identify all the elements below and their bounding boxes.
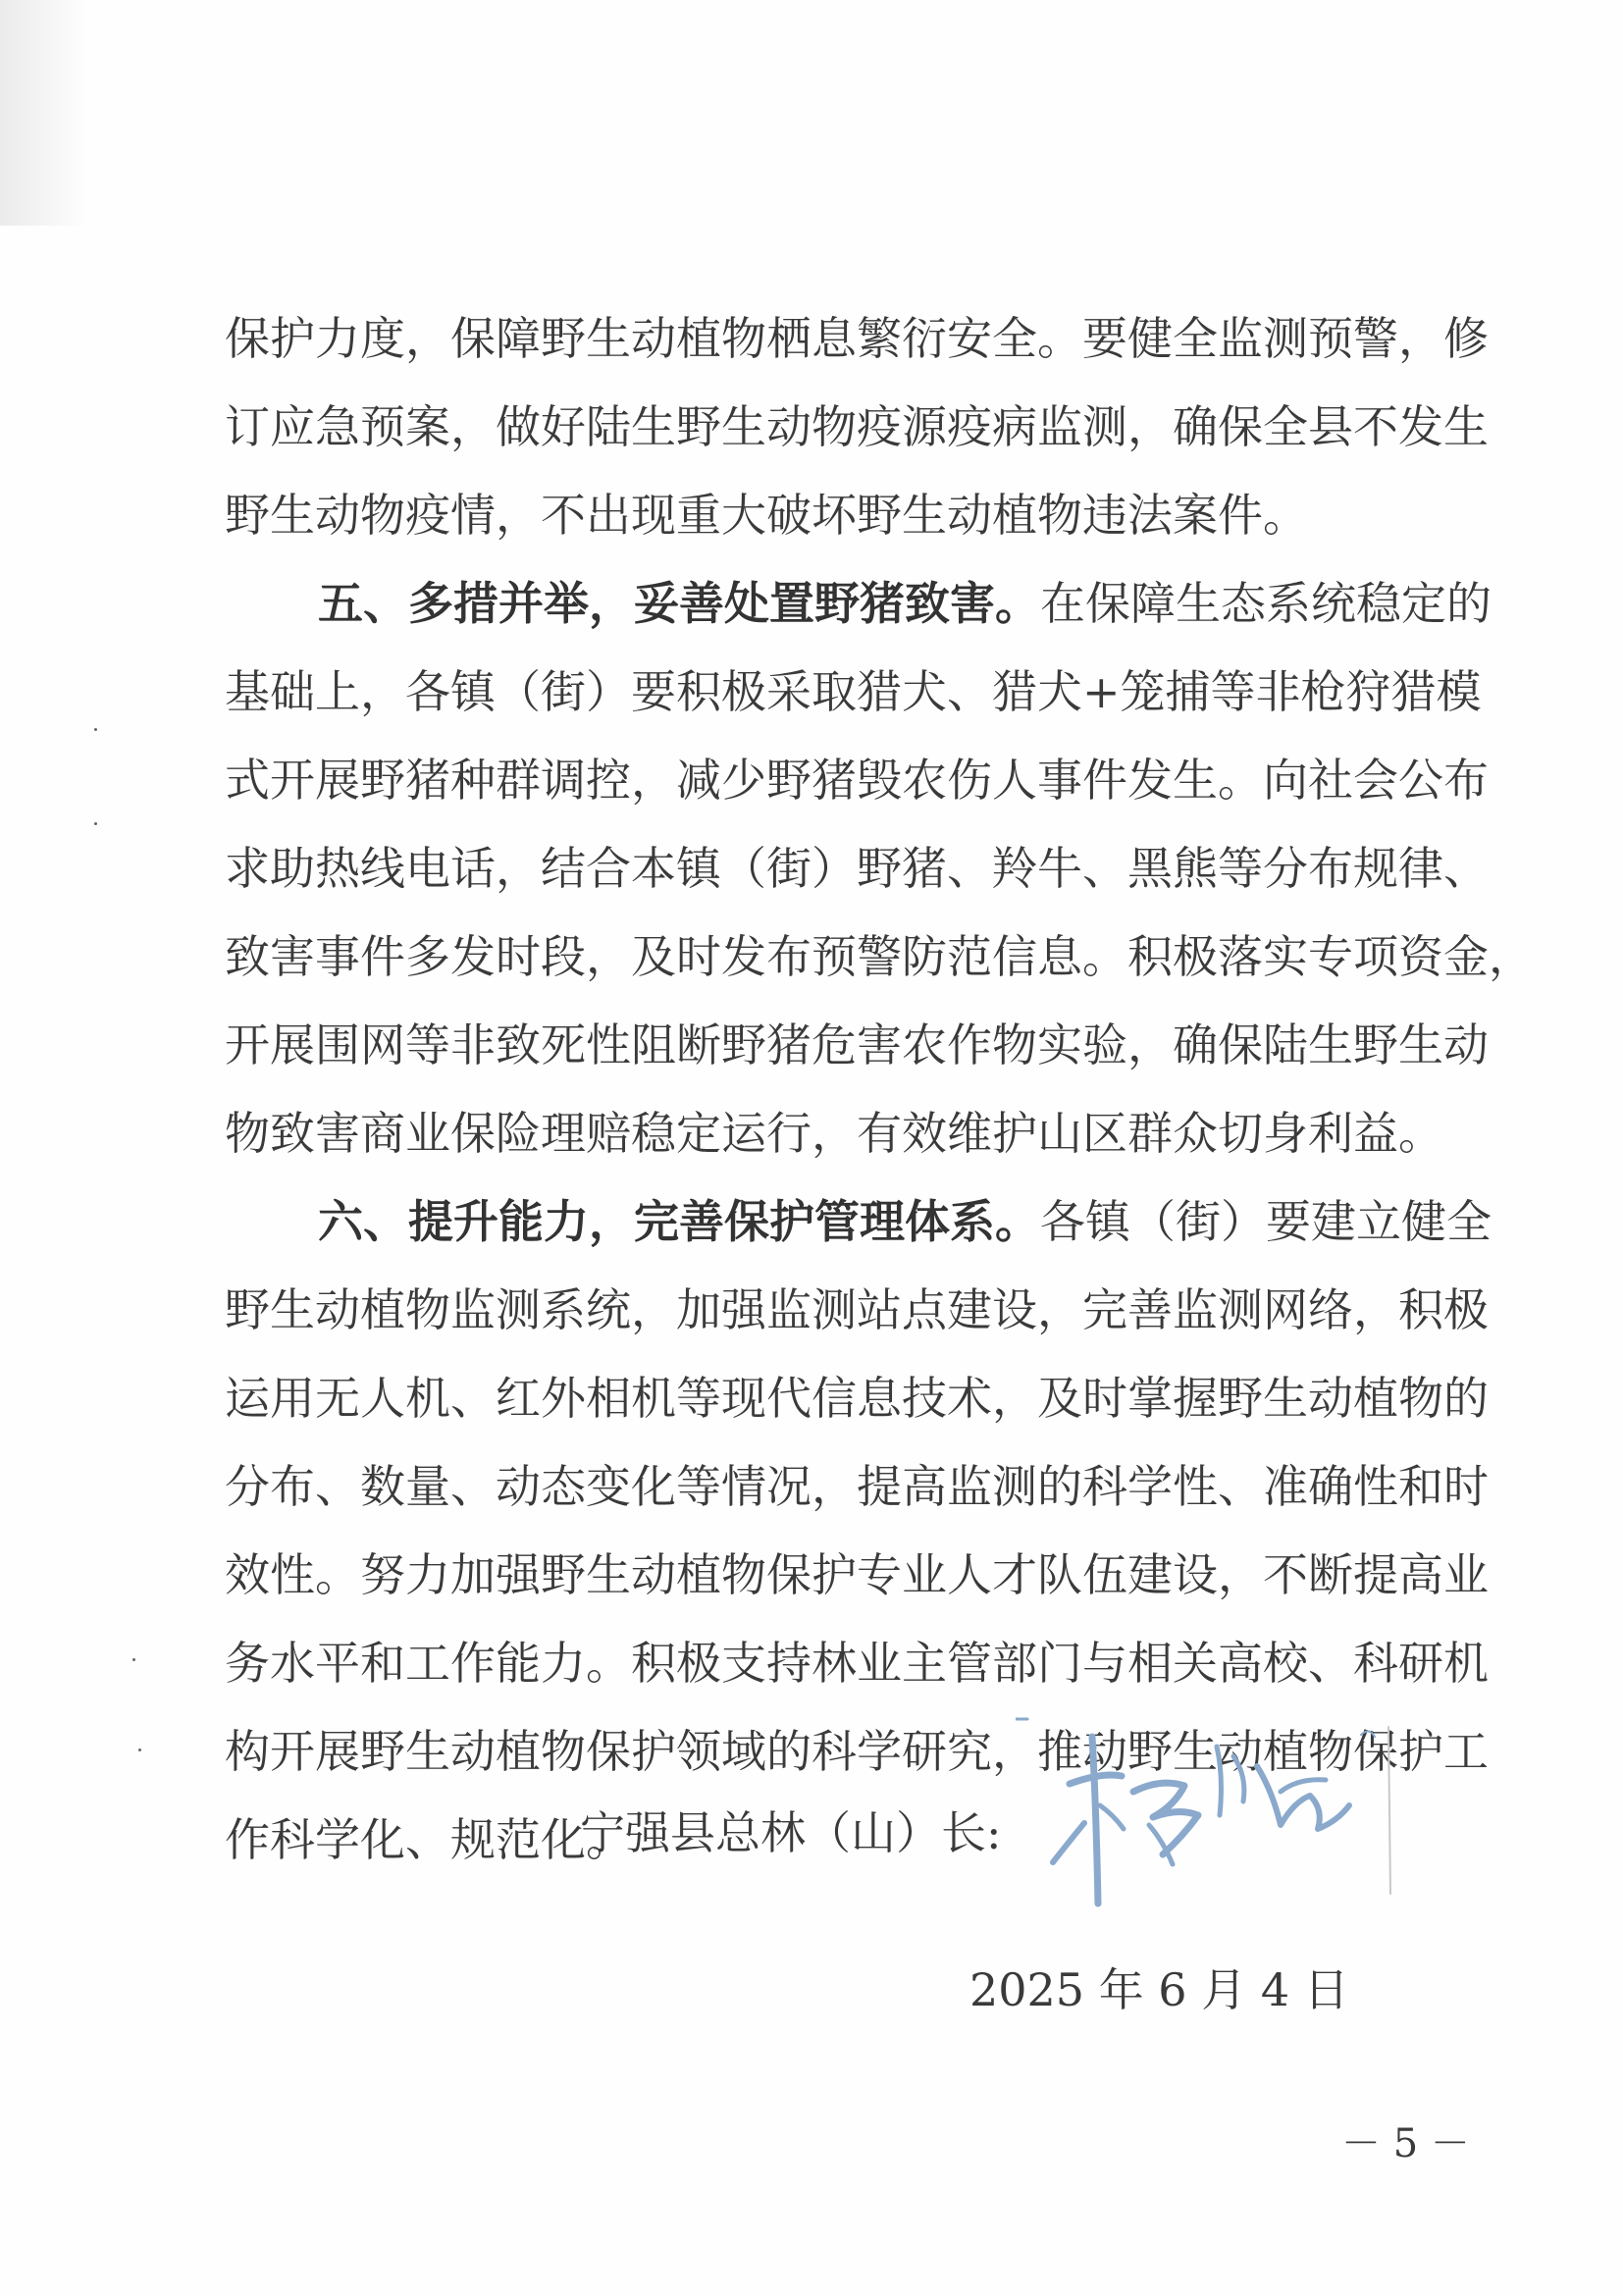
paragraph-line: 分布、数量、动态变化等情况，提高监测的科学性、准确性和时	[225, 1460, 1489, 1513]
signature-strokes	[1016, 1707, 1428, 1913]
paragraph-line: 致害事件多发时段，及时发布预警防范信息。积极落实专项资金，	[225, 930, 1534, 983]
scan-speck	[94, 822, 97, 825]
paragraph-text: 各镇（街）要建立健全	[1040, 1195, 1492, 1248]
paragraph-line: 求助热线电话，结合本镇（街）野猪、羚牛、黑熊等分布规律、	[225, 842, 1489, 895]
section-first-line	[225, 1177, 1492, 1266]
body-text	[225, 294, 1534, 1884]
paragraph-line: 作科学化、规范化。	[225, 1813, 631, 1866]
scan-speck	[138, 1748, 141, 1751]
paragraph-line: 保护力度，保障野生动植物栖息繁衍安全。要健全监测预警，修	[225, 312, 1489, 365]
paragraph-line: 务水平和工作能力。积极支持林业主管部门与相关高校、科研机	[225, 1637, 1489, 1690]
paragraph-line: 运用无人机、红外相机等现代信息技术，及时掌握野生动植物的	[225, 1372, 1489, 1425]
paragraph-line: 效性。努力加强野生动植物保护专业人才队伍建设，不断提高业	[225, 1548, 1489, 1601]
paragraph-line: 野生动物疫情，不出现重大破坏野生动植物违法案件。	[225, 489, 1308, 542]
paragraph-line: 构开展野生动植物保护领域的科学研究，推动野生动植物保护工	[225, 1725, 1489, 1778]
section-first-line	[225, 559, 1492, 648]
section-heading: 五、多措并举，妥善处置野猪致害。	[318, 577, 1040, 630]
page-number: － 5 －	[1341, 2121, 1470, 2166]
handwritten-signature	[1016, 1707, 1428, 1913]
section-heading: 六、提升能力，完善保护管理体系。	[318, 1195, 1040, 1248]
signing-date: 2025 年 6 月 4 日	[969, 1963, 1349, 2016]
paragraph-line: 式开展野猪种群调控，减少野猪毁农伤人事件发生。向社会公布	[225, 754, 1489, 807]
scan-speck	[94, 728, 97, 731]
paragraph-line: 订应急预案，做好陆生野生动物疫源疫病监测，确保全县不发生	[225, 400, 1489, 453]
paragraph-line: 基础上，各镇（街）要积极采取猎犬、猎犬+笼捕等非枪狩猎模	[225, 665, 1482, 718]
scan-shadow	[0, 0, 88, 226]
signer-label: 宁强县总林（山）长:	[580, 1806, 1002, 1859]
scan-speck	[132, 1658, 135, 1661]
paragraph-text: 在保障生态系统稳定的	[1040, 577, 1492, 630]
paragraph-line: 野生动植物监测系统，加强监测站点建设，完善监测网络，积极	[225, 1283, 1489, 1336]
paragraph-line: 物致害商业保险理赔稳定运行，有效维护山区群众切身利益。	[225, 1107, 1443, 1160]
paragraph-line: 开展围网等非致死性阻断野猪危害农作物实验，确保陆生野生动	[225, 1018, 1489, 1071]
